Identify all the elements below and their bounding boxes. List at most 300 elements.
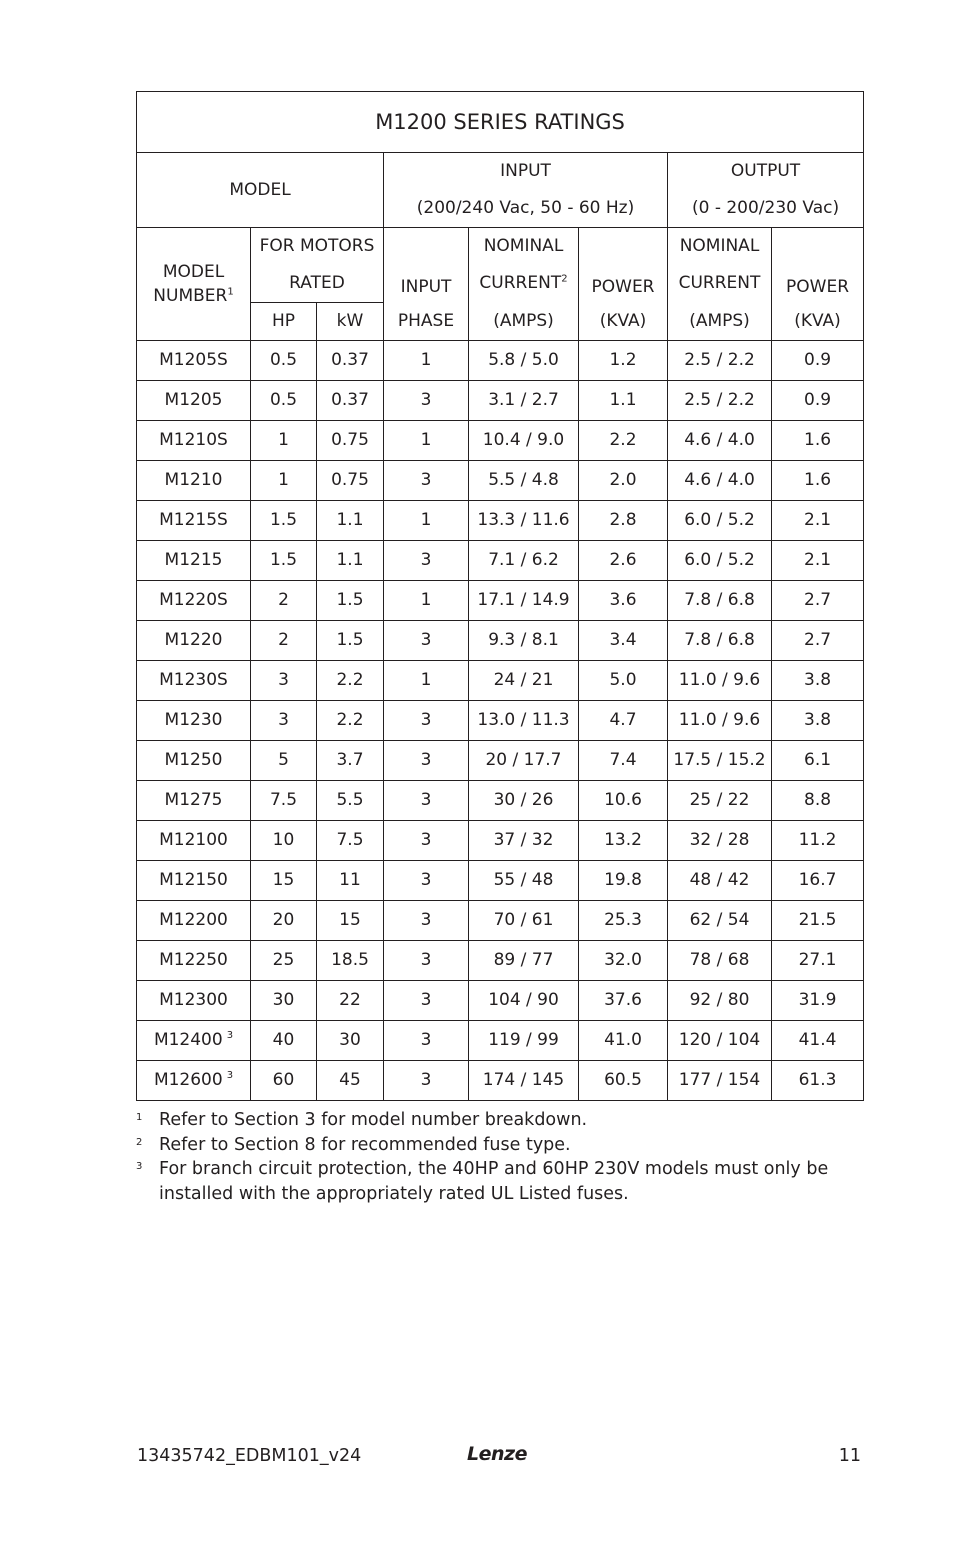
cell-model-value: M12200 [159, 910, 228, 930]
table-row [137, 701, 864, 741]
cell-model [137, 1061, 251, 1101]
cell-hp-value: 20 [272, 910, 295, 930]
header-out-current-line2: CURRENT [668, 265, 772, 303]
cell-phase [384, 941, 469, 981]
cell-out-power-value: 11.2 [798, 830, 837, 850]
cell-hp [251, 1021, 317, 1061]
page-number: 11 [838, 1446, 861, 1466]
cell-model [137, 421, 251, 461]
group-input-header: INPUT [384, 153, 668, 191]
cell-hp-value: 30 [272, 990, 295, 1010]
cell-kw [317, 941, 384, 981]
lenze-logo: Lenze [467, 1443, 527, 1465]
cell-in-power [579, 421, 668, 461]
cell-out-current [668, 1021, 772, 1061]
cell-hp [251, 381, 317, 421]
table-row [137, 461, 864, 501]
footnote-item [136, 1108, 836, 1133]
table-row [137, 741, 864, 781]
footnote-number: 2 [136, 1136, 143, 1148]
cell-out-power-value: 1.6 [804, 470, 832, 490]
header-model-number [137, 228, 251, 341]
cell-in-power [579, 661, 668, 701]
cell-model-value: M12600 [153, 1070, 223, 1090]
cell-out-current-value: 6.0 / 5.2 [684, 510, 755, 530]
cell-phase [384, 1061, 469, 1101]
cell-model [137, 381, 251, 421]
cell-out-current [668, 581, 772, 621]
cell-hp-value: 25 [272, 950, 295, 970]
cell-kw-value: 15 [339, 910, 361, 930]
cell-phase-value: 1 [420, 590, 432, 610]
cell-kw-value: 0.37 [331, 350, 369, 370]
cell-out-power [772, 941, 864, 981]
cell-in-current-value: 119 / 99 [488, 1030, 559, 1050]
cell-in-current-value: 13.0 / 11.3 [477, 710, 570, 730]
table-row [137, 1061, 864, 1101]
cell-phase-value: 1 [420, 430, 432, 450]
table-row [137, 981, 864, 1021]
cell-in-power-value: 1.2 [609, 350, 637, 370]
cell-out-power-value: 1.6 [804, 430, 832, 450]
cell-phase-value: 3 [420, 710, 432, 730]
cell-model-value: M1205S [159, 350, 228, 370]
cell-out-current [668, 461, 772, 501]
footnote-ref-3: 3 [226, 1030, 234, 1042]
cell-hp-value: 40 [272, 1030, 295, 1050]
cell-kw [317, 861, 384, 901]
cell-in-current-value: 17.1 / 14.9 [477, 590, 570, 610]
cell-kw [317, 381, 384, 421]
cell-in-power [579, 941, 668, 981]
cell-out-current-value: 6.0 / 5.2 [684, 550, 755, 570]
cell-in-current [469, 661, 579, 701]
header-in-current-line3: (AMPS) [469, 303, 579, 341]
cell-in-power [579, 581, 668, 621]
cell-out-power-value: 0.9 [804, 350, 832, 370]
cell-out-current [668, 781, 772, 821]
cell-model [137, 981, 251, 1021]
cell-phase [384, 461, 469, 501]
cell-hp-value: 5 [278, 750, 289, 770]
cell-out-current-value: 7.8 / 6.8 [684, 630, 755, 650]
cell-phase [384, 781, 469, 821]
cell-kw-value: 1.5 [336, 630, 364, 650]
cell-in-current [469, 901, 579, 941]
cell-hp [251, 701, 317, 741]
footnote-text: Refer to Section 8 for recommended fuse type. [159, 1134, 571, 1155]
cell-phase [384, 381, 469, 421]
cell-model-value: M1220 [164, 630, 223, 650]
table-title: M1200 SERIES RATINGS [137, 92, 864, 153]
table-row [137, 861, 864, 901]
table-row [137, 1021, 864, 1061]
cell-kw [317, 621, 384, 661]
header-out-power-line2: (KVA) [772, 303, 864, 341]
cell-phase [384, 901, 469, 941]
cell-hp [251, 901, 317, 941]
cell-kw [317, 701, 384, 741]
cell-kw-value: 22 [339, 990, 361, 1010]
cell-in-power-value: 3.4 [609, 630, 637, 650]
cell-out-current-value: 2.5 / 2.2 [684, 350, 755, 370]
cell-out-power [772, 1061, 864, 1101]
cell-out-power-value: 2.7 [804, 630, 832, 650]
cell-kw [317, 1021, 384, 1061]
cell-hp [251, 821, 317, 861]
cell-out-current [668, 421, 772, 461]
cell-in-current [469, 981, 579, 1021]
cell-in-power-value: 32.0 [604, 950, 642, 970]
cell-model [137, 781, 251, 821]
cell-in-current [469, 741, 579, 781]
cell-model-value: M12100 [159, 830, 228, 850]
cell-kw-value: 18.5 [331, 950, 369, 970]
cell-out-power [772, 341, 864, 381]
cell-out-power [772, 741, 864, 781]
cell-phase [384, 621, 469, 661]
cell-phase-value: 1 [420, 670, 432, 690]
cell-in-power [579, 501, 668, 541]
cell-out-power [772, 821, 864, 861]
cell-hp-value: 15 [272, 870, 295, 890]
cell-in-current [469, 821, 579, 861]
cell-in-current [469, 621, 579, 661]
cell-out-power-value: 41.4 [798, 1030, 837, 1050]
cell-in-current [469, 861, 579, 901]
cell-hp [251, 981, 317, 1021]
cell-hp [251, 741, 317, 781]
header-in-current-text: CURRENT [479, 273, 562, 294]
cell-in-current-value: 3.1 / 2.7 [488, 390, 559, 410]
cell-out-current-value: 2.5 / 2.2 [684, 390, 755, 410]
cell-model-value: M12400 [153, 1030, 223, 1050]
cell-model [137, 701, 251, 741]
cell-model-value: M12150 [159, 870, 228, 890]
cell-out-power-value: 3.8 [804, 670, 832, 690]
cell-out-current-value: 48 / 42 [689, 870, 750, 890]
cell-model [137, 861, 251, 901]
cell-kw-value: 1.1 [336, 550, 364, 570]
cell-hp [251, 461, 317, 501]
table-row [137, 621, 864, 661]
cell-hp [251, 661, 317, 701]
cell-hp [251, 621, 317, 661]
cell-kw [317, 781, 384, 821]
cell-phase-value: 1 [420, 350, 432, 370]
group-output-subheader: (0 - 200/230 Vac) [668, 190, 864, 228]
cell-in-power-value: 3.6 [609, 590, 637, 610]
cell-in-power-value: 25.3 [604, 910, 642, 930]
cell-kw [317, 981, 384, 1021]
cell-in-power-value: 1.1 [609, 390, 637, 410]
cell-phase [384, 581, 469, 621]
cell-in-power-value: 7.4 [609, 750, 637, 770]
cell-phase [384, 341, 469, 381]
cell-kw [317, 421, 384, 461]
cell-model-value: M1215S [159, 510, 228, 530]
cell-out-power [772, 981, 864, 1021]
cell-model [137, 901, 251, 941]
cell-kw [317, 821, 384, 861]
cell-in-current-value: 13.3 / 11.6 [477, 510, 570, 530]
footnote-item [136, 1133, 836, 1158]
table-row [137, 821, 864, 861]
cell-phase [384, 661, 469, 701]
table-row [137, 581, 864, 621]
cell-out-power [772, 541, 864, 581]
cell-model-value: M12300 [159, 990, 228, 1010]
cell-out-power [772, 701, 864, 741]
cell-kw [317, 901, 384, 941]
header-out-power-line1: POWER [772, 228, 864, 303]
cell-in-current [469, 941, 579, 981]
cell-out-power [772, 861, 864, 901]
cell-model [137, 621, 251, 661]
cell-out-current [668, 941, 772, 981]
cell-out-power-value: 8.8 [804, 790, 832, 810]
cell-hp-value: 1.5 [269, 510, 298, 530]
cell-in-current-value: 70 / 61 [493, 910, 554, 930]
cell-out-current-value: 11.0 / 9.6 [678, 670, 761, 690]
cell-kw-value: 0.37 [331, 390, 369, 410]
cell-in-current [469, 501, 579, 541]
table-row [137, 341, 864, 381]
cell-out-current-value: 92 / 80 [689, 990, 750, 1010]
cell-out-power [772, 901, 864, 941]
cell-in-power [579, 701, 668, 741]
cell-out-power-value: 6.1 [804, 750, 832, 770]
cell-hp [251, 501, 317, 541]
header-input-phase-line1: INPUT [384, 228, 469, 303]
ratings-table [136, 91, 864, 1101]
cell-in-power [579, 1021, 668, 1061]
cell-phase [384, 701, 469, 741]
cell-kw-value: 1.1 [336, 510, 364, 530]
cell-model [137, 661, 251, 701]
header-model-number-line1: MODEL [162, 262, 225, 282]
cell-out-current-value: 177 / 154 [678, 1070, 761, 1090]
cell-hp [251, 781, 317, 821]
footnote-ref-1: 1 [227, 286, 234, 298]
cell-hp [251, 861, 317, 901]
cell-in-power-value: 2.0 [609, 470, 637, 490]
cell-out-power-value: 2.1 [804, 510, 832, 530]
cell-out-current-value: 25 / 22 [689, 790, 750, 810]
cell-model [137, 741, 251, 781]
table-row [137, 541, 864, 581]
cell-out-current [668, 341, 772, 381]
cell-model [137, 461, 251, 501]
cell-phase [384, 1021, 469, 1061]
cell-model [137, 541, 251, 581]
cell-in-power-value: 37.6 [604, 990, 642, 1010]
cell-out-power [772, 381, 864, 421]
header-model-number-line2: NUMBER [153, 286, 228, 306]
cell-out-power-value: 2.7 [804, 590, 832, 610]
cell-phase [384, 741, 469, 781]
cell-model [137, 941, 251, 981]
cell-model [137, 501, 251, 541]
cell-in-power-value: 2.2 [609, 430, 637, 450]
cell-phase-value: 3 [420, 470, 432, 490]
cell-out-power-value: 16.7 [798, 870, 837, 890]
cell-in-power [579, 981, 668, 1021]
cell-in-power [579, 341, 668, 381]
cell-out-power-value: 21.5 [798, 910, 837, 930]
cell-in-power [579, 901, 668, 941]
cell-model [137, 341, 251, 381]
cell-in-power-value: 4.7 [609, 710, 637, 730]
cell-in-current-value: 30 / 26 [493, 790, 554, 810]
header-out-current-line3: (AMPS) [668, 303, 772, 341]
cell-kw [317, 581, 384, 621]
cell-hp-value: 10 [272, 830, 295, 850]
footnote-number: 1 [136, 1112, 143, 1123]
cell-out-current-value: 4.6 / 4.0 [684, 470, 755, 490]
cell-out-current [668, 821, 772, 861]
cell-out-current-value: 4.6 / 4.0 [684, 430, 755, 450]
cell-in-current [469, 421, 579, 461]
cell-phase-value: 3 [420, 390, 432, 410]
footnote-ref-3: 3 [226, 1070, 234, 1082]
cell-phase [384, 501, 469, 541]
cell-kw-value: 2.2 [336, 670, 364, 690]
cell-out-power [772, 661, 864, 701]
cell-in-current [469, 541, 579, 581]
cell-in-current [469, 341, 579, 381]
table-row [137, 381, 864, 421]
cell-in-power-value: 2.8 [609, 510, 637, 530]
cell-out-current-value: 17.5 / 15.2 [673, 750, 766, 770]
cell-phase [384, 421, 469, 461]
cell-out-power-value: 2.1 [804, 550, 832, 570]
cell-phase-value: 3 [420, 1030, 432, 1050]
table-row [137, 781, 864, 821]
cell-out-current-value: 11.0 / 9.6 [678, 710, 761, 730]
footnote-item [136, 1157, 836, 1206]
cell-hp-value: 1 [278, 430, 289, 450]
cell-kw-value: 1.5 [336, 590, 364, 610]
cell-kw [317, 461, 384, 501]
cell-out-current [668, 981, 772, 1021]
cell-model-value: M1230 [164, 710, 223, 730]
cell-in-current [469, 581, 579, 621]
cell-model [137, 821, 251, 861]
cell-in-current [469, 381, 579, 421]
group-model-header: MODEL [137, 153, 384, 228]
cell-kw [317, 501, 384, 541]
cell-kw [317, 541, 384, 581]
cell-phase-value: 1 [420, 510, 432, 530]
cell-kw [317, 661, 384, 701]
cell-kw-value: 5.5 [336, 790, 364, 810]
cell-out-current [668, 1061, 772, 1101]
cell-in-power [579, 821, 668, 861]
cell-kw-value: 30 [339, 1030, 361, 1050]
cell-phase [384, 541, 469, 581]
footnote-ref-2: 2 [561, 273, 568, 285]
cell-in-current [469, 1061, 579, 1101]
cell-hp [251, 941, 317, 981]
cell-out-current [668, 501, 772, 541]
cell-in-power-value: 19.8 [604, 870, 642, 890]
cell-out-power-value: 31.9 [798, 990, 837, 1010]
cell-out-current [668, 861, 772, 901]
cell-phase-value: 3 [420, 790, 432, 810]
table-row [137, 421, 864, 461]
header-hp: HP [251, 303, 317, 341]
cell-out-power-value: 3.8 [804, 710, 832, 730]
cell-out-current [668, 381, 772, 421]
cell-kw [317, 341, 384, 381]
cell-hp-value: 2 [278, 630, 289, 650]
cell-phase [384, 981, 469, 1021]
cell-kw-value: 7.5 [336, 830, 364, 850]
cell-in-power-value: 2.6 [609, 550, 637, 570]
cell-out-current-value: 78 / 68 [689, 950, 750, 970]
cell-model-value: M1215 [164, 550, 223, 570]
table-row [137, 661, 864, 701]
cell-out-current-value: 62 / 54 [689, 910, 750, 930]
header-in-power-line1: POWER [579, 228, 668, 303]
cell-out-power [772, 1021, 864, 1061]
cell-hp-value: 7.5 [269, 790, 298, 810]
cell-in-power [579, 1061, 668, 1101]
cell-in-current-value: 174 / 145 [482, 1070, 565, 1090]
header-in-current-line1: NOMINAL [469, 228, 579, 266]
cell-hp [251, 1061, 317, 1101]
document-id: 13435742_EDBM101_v24 [137, 1446, 362, 1466]
cell-in-power-value: 10.6 [604, 790, 642, 810]
cell-model-value: M12250 [159, 950, 228, 970]
cell-in-current-value: 104 / 90 [488, 990, 559, 1010]
header-for-motors-line1: FOR MOTORS [251, 228, 384, 266]
cell-phase [384, 861, 469, 901]
cell-model-value: M1230S [159, 670, 228, 690]
cell-phase [384, 821, 469, 861]
cell-out-power-value: 61.3 [798, 1070, 837, 1090]
cell-model-value: M1210 [164, 470, 223, 490]
cell-in-power-value: 41.0 [604, 1030, 642, 1050]
header-in-current-line2 [469, 265, 579, 303]
cell-in-power [579, 381, 668, 421]
cell-out-power [772, 461, 864, 501]
table-row [137, 501, 864, 541]
cell-out-current [668, 621, 772, 661]
cell-in-current-value: 7.1 / 6.2 [488, 550, 559, 570]
cell-out-power [772, 581, 864, 621]
cell-model-value: M1220S [159, 590, 228, 610]
cell-hp-value: 1.5 [269, 550, 298, 570]
cell-model-value: M1275 [164, 790, 223, 810]
cell-in-current-value: 5.8 / 5.0 [488, 350, 559, 370]
footnotes [136, 1108, 836, 1206]
cell-phase-value: 3 [420, 910, 432, 930]
cell-hp-value: 1 [278, 470, 289, 490]
group-output-header: OUTPUT [668, 153, 864, 191]
cell-in-power [579, 541, 668, 581]
cell-hp-value: 2 [278, 590, 289, 610]
header-in-power-line2: (KVA) [579, 303, 668, 341]
cell-model-value: M1210S [159, 430, 228, 450]
cell-in-power [579, 861, 668, 901]
cell-in-power [579, 741, 668, 781]
cell-in-power-value: 5.0 [609, 670, 637, 690]
cell-kw-value: 0.75 [331, 430, 369, 450]
cell-in-power-value: 13.2 [604, 830, 642, 850]
cell-out-power [772, 501, 864, 541]
